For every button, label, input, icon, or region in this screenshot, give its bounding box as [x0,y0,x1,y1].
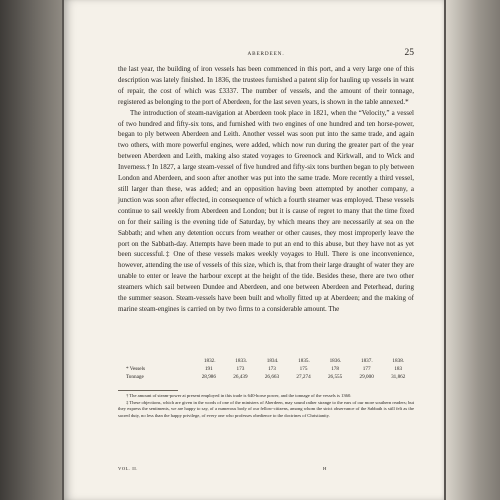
table-cell: 183 [394,365,403,372]
footnote: ‡ These objections, which are given in the words of one of the ministers of Aberdeen, may sound rather strange to the ears of our more southern readers; but they express the sentiments, we are happy to say, of a numerous body of our fellow-citizens, among whom the strict observance of the Sabbath is still felt as the sacred duty, no less than the happy privilege, of every one who professes obedience to the doctrines of Christianity. [118,399,414,419]
book-right-edge [446,0,500,500]
table-cell: 173 [268,365,276,372]
signature-line [118,466,414,474]
book-left-edge [0,0,62,500]
table-cell: 173 [236,365,245,372]
year-cell: 1834. [266,358,279,364]
row-label: * Vessels [126,365,146,372]
paragraph: The introduction of steam-navigation at Aberdeen took place in 1821, when the “Velocity,” a vessel of two hundred and fifty-six tons, and furnished with two engines of one hundred and ten horse-power, began to ply between Aberdeen and Leith. Another vessel was soon put into the same trade, and again two others, with more powerful engines, were added, which now run during the greater part of the year between Aberdeen and Leith, making also stated voyages to Greenock and Kirkwall, and to Wick and Inverness.† In 1827, a large steam-vessel of five hundred and fifty-six tons burthen began to ply between London and Aberdeen, and soon after another was put into the same trade. More recently a third vessel, still larger than these, was added; and an opposition having been attempted by another company, a junction was soon after effected, in consequence of which a fourth steamer was employed. These vessels continue to sail weekly from Aberdeen and London; but it is cause of regret to many that the time fixed on for their sailing is the evening tide of Saturday, by which means they are necessarily at sea on the Sabbath; and when any detention occurs from weather or other causes, they most improperly leave the port on the Sabbath-day. Attempts have been made to put an end to this abuse, but they have not as yet been successful.‡ One of these vessels makes weekly voyages to Hull. There is one inconvenience, however, attending the use of vessels of this size, which is, that from their large draught of water they are unable to enter or leave the harbour except at the height of the tide. Besides these, there are two other steamers which sail between Dundee and Aberdeen, and one between Aberdeen and Peterhead, during the summer season. Steam-vessels have been built and wholly fitted up at Aberdeen; and the making of marine steam-engines is carried on by two firms to a considerable amount. The [118,108,414,313]
row-label: Tonnage [126,373,144,380]
footnotes [118,393,414,420]
paragraph: the last year, the building of iron vessels has been commenced in this port, and a very large one of this description was lately finished. In 1836, the trustees furnished a patent slip for hauling up vessels in want of repair, the cost of which was £3337. The number of vessels, and the amount of their tonnage, registered as belonging to the port of Aberdeen, for the last seven years, is shown in the table annexed.* [118,65,414,106]
table-cell: 178 [331,365,339,372]
table-cell: 26,663 [264,373,280,380]
signature-mark: H [323,466,327,471]
running-title: ABERDEEN. [247,51,285,57]
footnote-divider [118,390,178,391]
table-cell: 27,274 [296,373,311,380]
table-cell: 28,986 [201,373,216,380]
running-head [118,48,414,61]
table-header-row [118,358,414,366]
table-cell: 26,555 [327,373,343,380]
year-cell: 1835. [298,358,310,364]
table-cell: 191 [204,365,213,372]
table-cell: 31,862 [391,373,406,380]
volume-mark: VOL. II. [118,466,138,471]
footnote: † The amount of steam-power at present employed in this trade is 640-horse power, and the tonnage of the vessels is 1360. [126,393,352,398]
table-cell: 26,439 [233,373,248,380]
table-cell: 177 [362,365,371,372]
body-text [118,64,414,315]
table-cell: 175 [299,365,308,372]
year-cell: 1833. [235,358,247,364]
year-cell: 1836. [329,358,342,364]
book-page [64,0,444,500]
vessel-statistics-table [118,358,414,381]
table-row [118,366,414,374]
table-row [118,374,414,382]
page-number: 25 [404,48,414,58]
table-cell: 29,000 [359,373,374,380]
year-cell: 1838. [392,358,405,364]
year-cell: 1832. [203,358,216,364]
year-cell: 1837. [360,358,373,364]
